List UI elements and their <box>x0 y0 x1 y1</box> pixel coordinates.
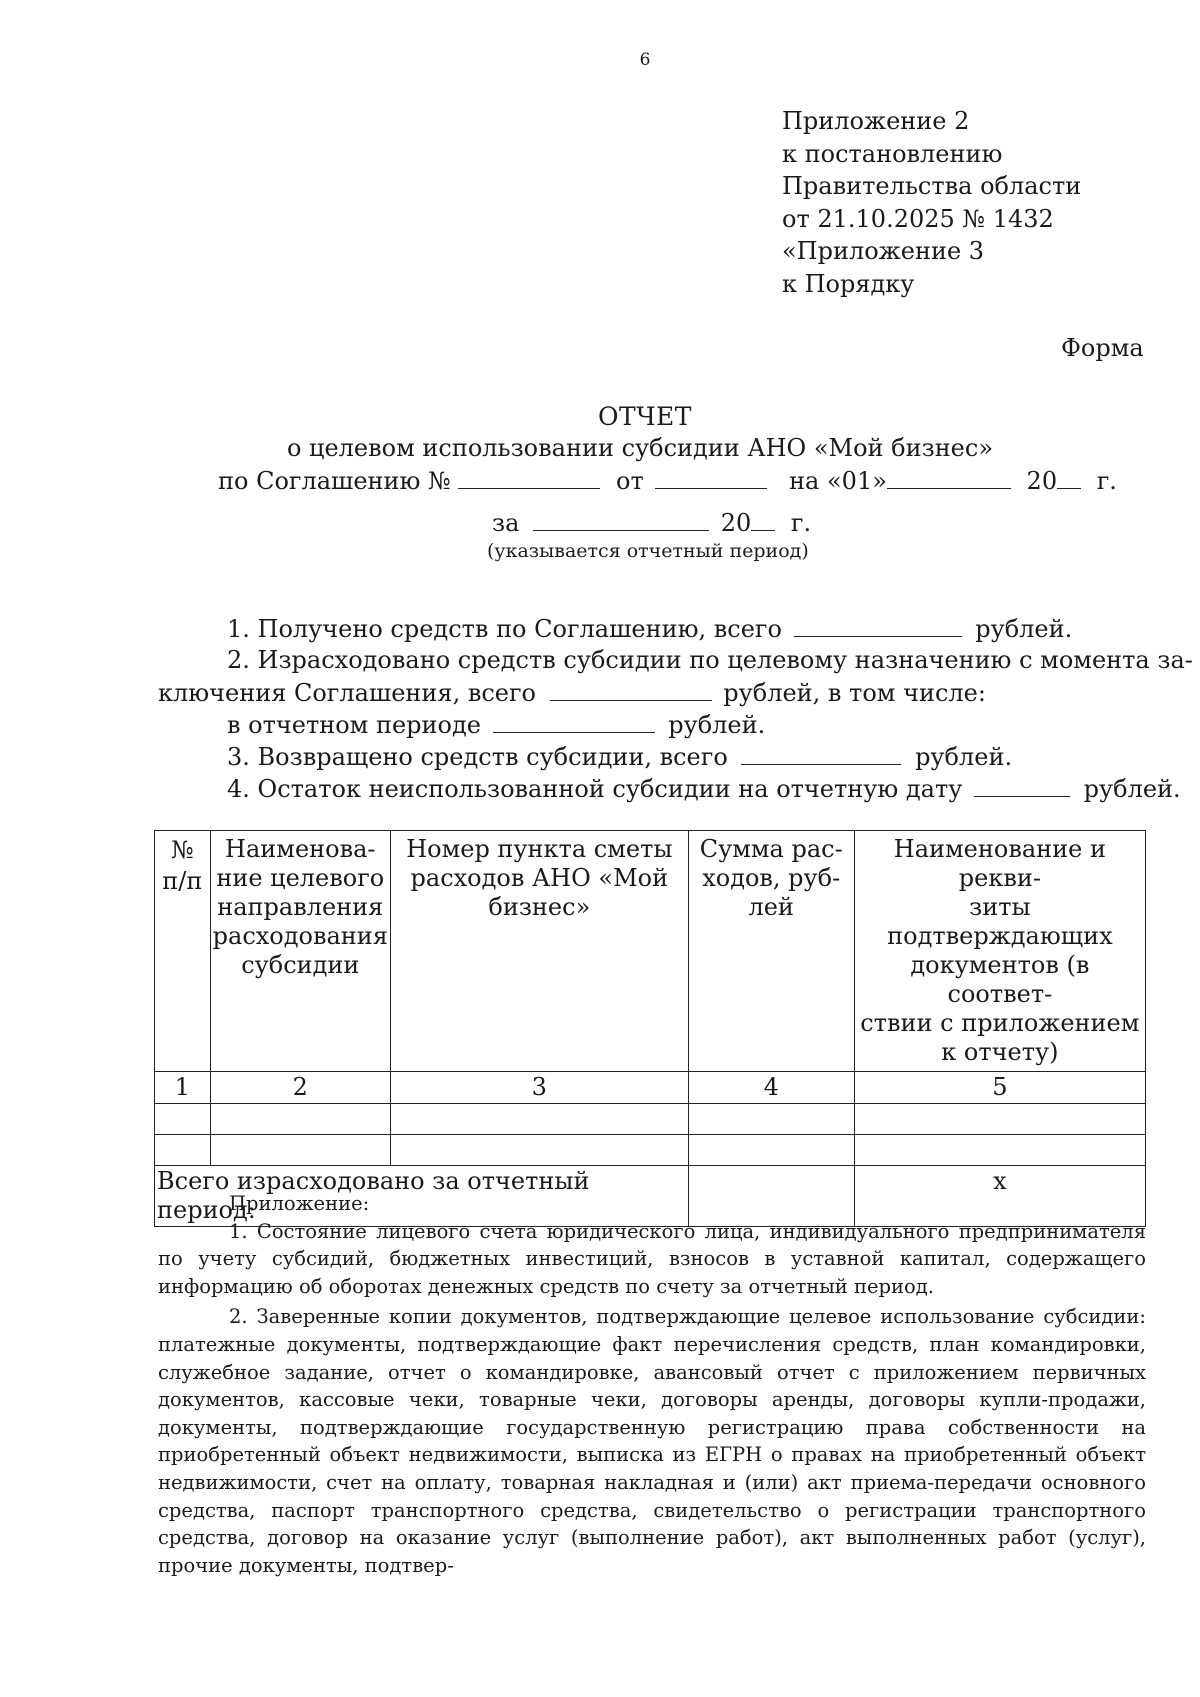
column-number: 2 <box>210 1072 390 1104</box>
agreement-date-field[interactable] <box>655 466 767 489</box>
expense-table <box>154 830 1146 1227</box>
document-subtitle: о целевом использовании субсидии АНО «Мой бизнес» <box>286 434 994 462</box>
total-mark: х <box>854 1166 1145 1227</box>
agreement-on-label: на «01» <box>789 467 887 495</box>
header-line: «Приложение 3 <box>782 237 985 265</box>
item-text: в отчетном периоде <box>227 711 481 739</box>
item-unit: рублей, в том числе: <box>723 679 986 707</box>
header-line: Правительства области <box>782 172 1082 200</box>
column-number-row <box>155 1072 1146 1104</box>
header-cell-documents: Наименование и рекви- зиты подтверждающих документов (в соответ- ствии с приложением к отчету) <box>854 831 1145 1072</box>
table-cell[interactable] <box>155 1135 211 1166</box>
spent-period-field[interactable] <box>493 710 655 733</box>
appendix-item: 1. Состояние лицевого счета юридического лица, индивидуального предпринимателя по учету субсидий, бюджетных инвестиций, взносов в уставной капитал, содержащего информацию об оборотах денежных средств по счету за отчетный период. <box>158 1219 1146 1298</box>
item-remaining <box>227 774 1181 803</box>
column-number: 5 <box>854 1072 1145 1104</box>
item-text: 1. Получено средств по Соглашению, всего <box>227 615 782 643</box>
table-cell[interactable] <box>390 1135 688 1166</box>
agreement-year-field[interactable] <box>1057 466 1081 489</box>
agreement-on-month-field[interactable] <box>887 466 1011 489</box>
item-text: 3. Возвращено средств субсидии, всего <box>227 743 728 771</box>
item-spent-period <box>227 710 765 739</box>
item-spent-continued <box>158 678 986 707</box>
returned-amount-field[interactable] <box>741 742 901 765</box>
item-spent: 2. Израсходовано средств субсидии по целевому назначению с момента за- <box>227 646 1193 674</box>
header-cell-direction: Наименова- ние целевого направления расходования субсидии <box>210 831 390 1072</box>
total-label: Всего израсходовано за отчетный период: <box>155 1166 689 1227</box>
header-cell-estimate-item: Номер пункта сметы расходов АНО «Мой бизнес» <box>390 831 688 1072</box>
spent-total-field[interactable] <box>550 678 712 701</box>
period-year-label: 20 <box>720 509 752 537</box>
period-line <box>492 508 811 537</box>
header-cell-amount: Сумма рас- ходов, руб- лей <box>688 831 854 1072</box>
table-cell[interactable] <box>688 1104 854 1135</box>
received-amount-field[interactable] <box>794 614 962 637</box>
item-received <box>227 614 1072 643</box>
header-line: к постановлению <box>782 139 1003 168</box>
agreement-prefix: по Соглашению № <box>218 467 451 495</box>
remaining-amount-field[interactable] <box>974 774 1070 797</box>
header-cell-number: № п/п <box>155 831 211 1072</box>
appendix <box>158 1190 1146 1579</box>
table-cell[interactable] <box>210 1135 390 1166</box>
header-line: от 21.10.2025 № 1432 <box>782 204 1054 233</box>
table-cell[interactable] <box>854 1135 1145 1166</box>
agreement-number-field[interactable] <box>458 466 600 489</box>
period-year-field[interactable] <box>751 508 775 531</box>
agreement-year-suffix: г. <box>1096 467 1117 495</box>
agreement-year-label: 20 <box>1026 467 1058 495</box>
appendix-item: 2. Заверенные копии документов, подтверждающие целевое использование субсидии: платежные документы, подтверждающие факт перечисления средств, план командировки, служебное задание, отчет о командировке, авансовый отчет с приложением первичных документов, кассовые чеки, товарные чеки, договоры аренды, договоры купли-продажи, документы, подтверждающие государственную регистрацию права собственности на приобретенный объект недвижимости, выписка из ЕГРН о правах на приобретенный объект недвижимости, счет на оплату, товарная накладная и (или) акт приема-передачи основного средства, паспорт транспортного средства, свидетельство о регистрации транспортного средства, договор на оказание услуг (выполнение работ), акт выполненных работ (услуг), прочие документы, подтвер- <box>158 1305 1146 1577</box>
page-number: 6 <box>639 50 651 70</box>
table-cell[interactable] <box>210 1104 390 1135</box>
document-title: ОТЧЕТ <box>598 402 692 431</box>
table-row <box>155 1135 1146 1166</box>
period-prefix: за <box>492 509 520 537</box>
item-unit: рублей. <box>668 711 766 739</box>
form-label: Форма <box>1061 334 1144 362</box>
item-text: ключения Соглашения, всего <box>158 679 536 707</box>
agreement-from-label: от <box>616 467 644 495</box>
item-text: 4. Остаток неиспользованной субсидии на отчетную дату <box>227 775 963 803</box>
period-field[interactable] <box>533 508 709 531</box>
column-number: 1 <box>155 1072 211 1104</box>
header-line: Приложение 2 <box>782 107 970 135</box>
appendix-title: Приложение: <box>229 1192 370 1215</box>
table-row <box>155 1104 1146 1135</box>
table-cell[interactable] <box>854 1104 1145 1135</box>
table-cell[interactable] <box>688 1135 854 1166</box>
period-hint: (указывается отчетный период) <box>487 540 809 562</box>
item-unit: рублей. <box>975 615 1073 643</box>
approval-header <box>782 105 1081 300</box>
header-line: к Порядку <box>782 269 915 298</box>
table-cell[interactable] <box>155 1104 211 1135</box>
table-cell[interactable] <box>390 1104 688 1135</box>
agreement-line <box>218 466 1117 495</box>
item-returned <box>227 742 1012 771</box>
column-number: 4 <box>688 1072 854 1104</box>
table-header-row <box>155 831 1146 1072</box>
item-unit: рублей. <box>1083 775 1181 803</box>
period-year-suffix: г. <box>790 509 812 537</box>
item-unit: рублей. <box>915 743 1013 771</box>
column-number: 3 <box>390 1072 688 1104</box>
